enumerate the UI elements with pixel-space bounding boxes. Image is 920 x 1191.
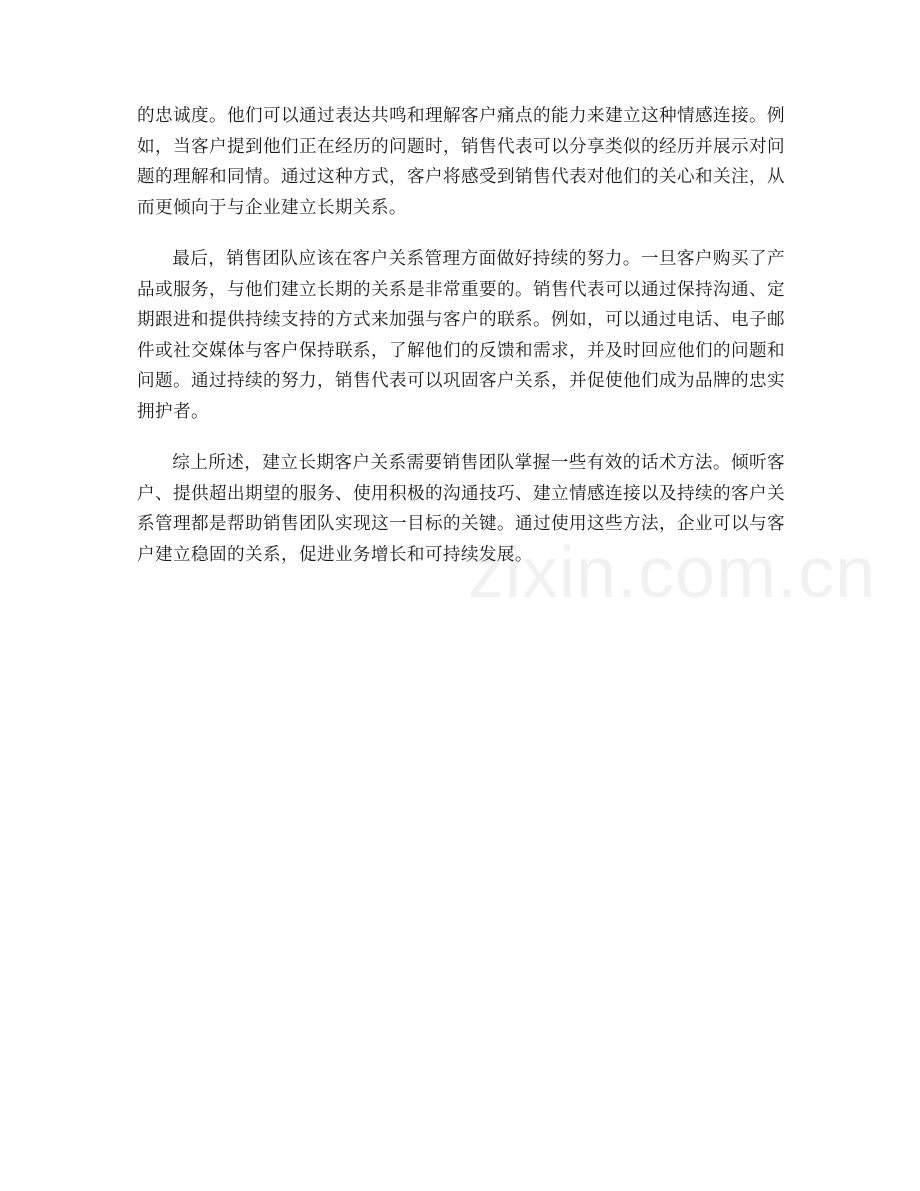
watermark: zixin.com.cn <box>468 533 877 613</box>
paragraph-3: 综上所述，建立长期客户关系需要销售团队掌握一些有效的话术方法。倾听客户、提供超出期望的服务、使用积极的沟通技巧、建立情感连接以及持续的客户关系管理都是帮助销售团队实现这一目标的关键。通过使用这些方法，企业可以与客户建立稳固的关系，促进业务增长和可持续发展。 <box>137 453 785 565</box>
paragraph-2: 最后，销售团队应该在客户关系管理方面做好持续的努力。一旦客户购买了产品或服务，与他们建立长期的关系是非常重要的。销售代表可以通过保持沟通、定期跟进和提供持续支持的方式来加强与客户的联系。例如，可以通过电话、电子邮件或社交媒体与客户保持联系，了解他们的反馈和需求，并及时回应他们的问题和问题。通过持续的努力，销售代表可以巩固客户关系，并促使他们成为品牌的忠实拥护者。 <box>137 249 785 422</box>
paragraph-1: 的忠诚度。他们可以通过表达共鸣和理解客户痛点的能力来建立这种情感连接。例如，当客户提到他们正在经历的问题时，销售代表可以分享类似的经历并展示对问题的理解和同情。通过这种方式，客户将感受到销售代表对他们的关心和关注，从而更倾向于与企业建立长期关系。 <box>137 106 785 218</box>
document-body <box>137 101 785 591</box>
